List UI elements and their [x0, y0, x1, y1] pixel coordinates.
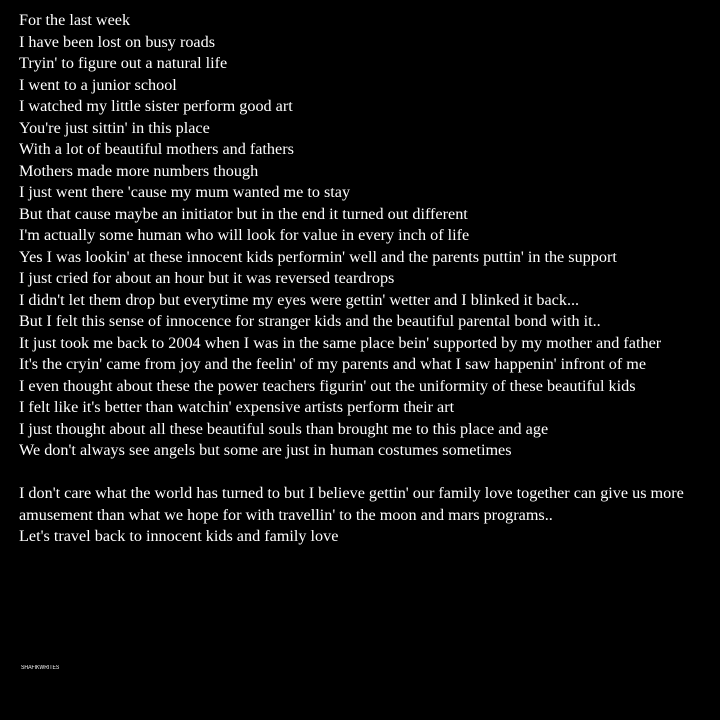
poem-line: I watched my little sister perform good art [19, 97, 293, 115]
poem-line: Mothers made more numbers though [19, 161, 259, 180]
poem-line: It's the cryin' came from joy and the feelin' of my parents and what I saw happenin' infront of me [19, 355, 647, 373]
poem-line: It just took me back to 2004 when I was in the same place bein' supported by my mother and father [19, 333, 662, 352]
poem-line: I felt like it's better than watchin' expensive artists perform their art [19, 398, 455, 416]
poem-line: You're just sittin' in this place [19, 118, 210, 137]
poem-line: We don't always see angels but some are just in human costumes sometimes [19, 441, 512, 459]
poem-text [19, 10, 709, 548]
author-signature: SHAFIKWRITES [21, 665, 60, 671]
poem-line: I went to a junior school [19, 75, 177, 94]
poem-line: Let's travel back to innocent kids and family love [19, 527, 339, 545]
stanza-break [19, 462, 709, 484]
poem-line: But that cause maybe an initiator but in the end it turned out different [19, 204, 468, 223]
poem-line: But I felt this sense of innocence for stranger kids and the beautiful parental bond with it.. [19, 312, 601, 330]
poem-line: I just went there 'cause my mum wanted me to stay [19, 183, 351, 201]
poem-line: I didn't let them drop but everytime my eyes were gettin' wetter and I blinked it back... [19, 290, 580, 309]
poem-line: Tryin' to figure out a natural life [19, 54, 228, 72]
poem-line: I have been lost on busy roads [19, 32, 216, 51]
poem-line: I even thought about these the power teachers figurin' out the uniformity of these beautiful kids [19, 376, 636, 395]
poem-line: Yes I was lookin' at these innocent kids performin' well and the parents puttin' in the support [19, 247, 617, 266]
poem-line: I just thought about all these beautiful souls than brought me to this place and age [19, 419, 549, 438]
poem-line: With a lot of beautiful mothers and fathers [19, 140, 294, 158]
poem-line: I just cried for about an hour but it was reversed teardrops [19, 269, 395, 287]
poem-line: I'm actually some human who will look for value in every inch of life [19, 226, 470, 244]
poem-line: For the last week [19, 11, 131, 29]
poem-line: I don't care what the world has turned to but I believe gettin' our family love together can give us more amusement than what we hope for with travellin' to the moon and mars programs.. [19, 484, 684, 524]
